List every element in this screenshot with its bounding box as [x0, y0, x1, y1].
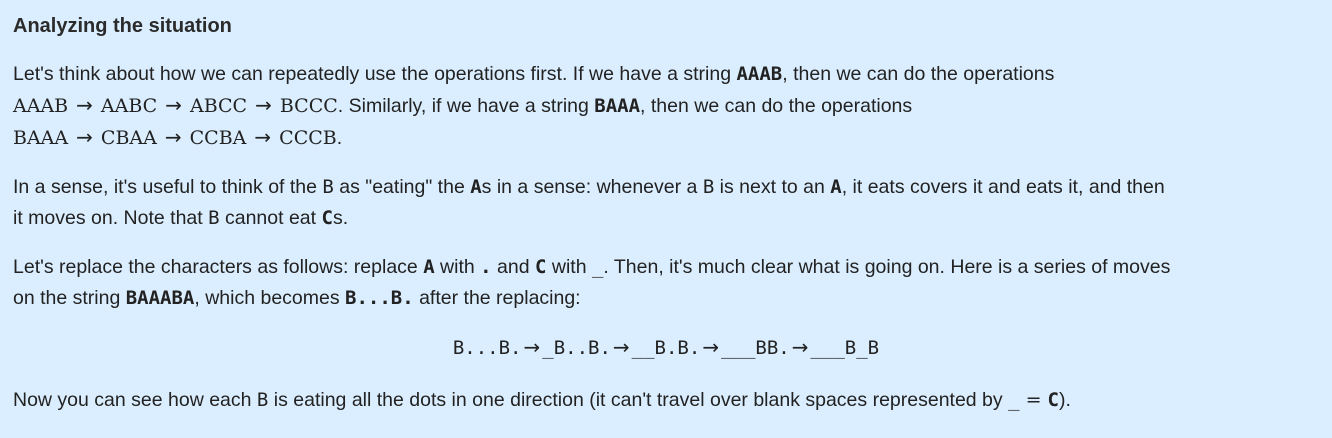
text: . [336, 127, 343, 149]
arrow-icon: → [523, 335, 541, 359]
text: on the string [13, 287, 126, 309]
chain-1-item: AABC [100, 95, 158, 117]
text: s in a sense: whenever a [481, 176, 703, 198]
paragraph-eating [13, 172, 1319, 234]
char-blank: _ [591, 256, 604, 278]
char-a: A [830, 176, 842, 198]
chain-2-item: BAAA [13, 127, 69, 149]
text: , which becomes [194, 287, 346, 309]
section-title: Analyzing the situation [13, 15, 232, 37]
text: . Then, it's much clear what is going on. Here is a series of moves [603, 256, 1171, 278]
string-aaab: AAAB [736, 63, 783, 85]
paragraph-replace [13, 252, 1319, 314]
char-a: A [470, 176, 482, 198]
text: is next to an [714, 176, 831, 198]
char-b: B [702, 176, 715, 198]
text: it moves on. Note that [13, 207, 209, 229]
chain-2-item: CBAA [100, 127, 157, 149]
text: as "eating" the [333, 176, 471, 198]
chain-2-item: CCBA [189, 127, 247, 149]
text: , then we can do the operations [640, 95, 913, 117]
arrow-icon: → [165, 93, 182, 117]
move-state: B...B. [452, 337, 522, 359]
text: is eating all the dots in one direction (it can't travel over blank spaces represented by [268, 389, 1009, 411]
arrow-icon: → [76, 93, 93, 117]
arrow-icon: → [76, 125, 93, 149]
text: and [491, 256, 535, 278]
text: In a sense, it's useful to think of the [13, 176, 323, 198]
text: , it eats covers it and eats it, and then [841, 176, 1165, 198]
char-a: A [423, 256, 435, 278]
chain-1-item: ABCC [189, 95, 248, 117]
string-baaaba: BAAABA [125, 287, 195, 309]
text: after the replacing: [413, 287, 581, 309]
text: s. [332, 207, 349, 229]
text: with [546, 256, 592, 278]
text: , then we can do the operations [782, 63, 1055, 85]
text: Now you can see how each [13, 389, 257, 411]
char-dot: . [480, 256, 492, 278]
char-blank: _ [1008, 389, 1020, 411]
char-b: B [256, 389, 269, 411]
string-baaa: BAAA [594, 95, 641, 117]
arrow-icon: → [791, 335, 809, 359]
arrow-icon: → [702, 335, 720, 359]
move-state: __B.B. [631, 337, 701, 359]
move-state: ___BB. [721, 337, 790, 359]
text: Let's replace the characters as follows: replace [13, 256, 424, 278]
paragraph-operations [13, 59, 1319, 154]
text: with [434, 256, 481, 278]
char-b: B [208, 207, 220, 229]
arrow-icon: → [612, 335, 630, 359]
arrow-icon: → [255, 93, 272, 117]
display-math-moves [13, 332, 1319, 364]
char-c: C [321, 207, 333, 229]
text: cannot eat [219, 207, 322, 229]
arrow-icon: → [164, 125, 182, 149]
chain-1-item: BCCC [279, 95, 338, 117]
move-state: ___B_B [810, 337, 880, 359]
char-c: C [1047, 389, 1059, 411]
text: . Similarly, if we have a string [337, 95, 595, 117]
char-b: B [322, 176, 334, 198]
chain-1-item: AAAB [13, 95, 69, 117]
chain-2 [13, 127, 337, 149]
arrow-icon: → [254, 125, 272, 149]
text: ). [1058, 389, 1071, 411]
char-c: C [534, 256, 547, 278]
chain-2-item: CCCB [279, 127, 337, 149]
text: Let's think about how we can repeatedly use the operations first. If we have a string [13, 63, 737, 85]
chain-1 [13, 95, 338, 117]
string-replaced: B...B. [345, 287, 414, 309]
paragraph-conclusion [13, 385, 1319, 416]
equals-sign: = [1019, 389, 1048, 411]
move-state: _B..B. [542, 337, 611, 359]
